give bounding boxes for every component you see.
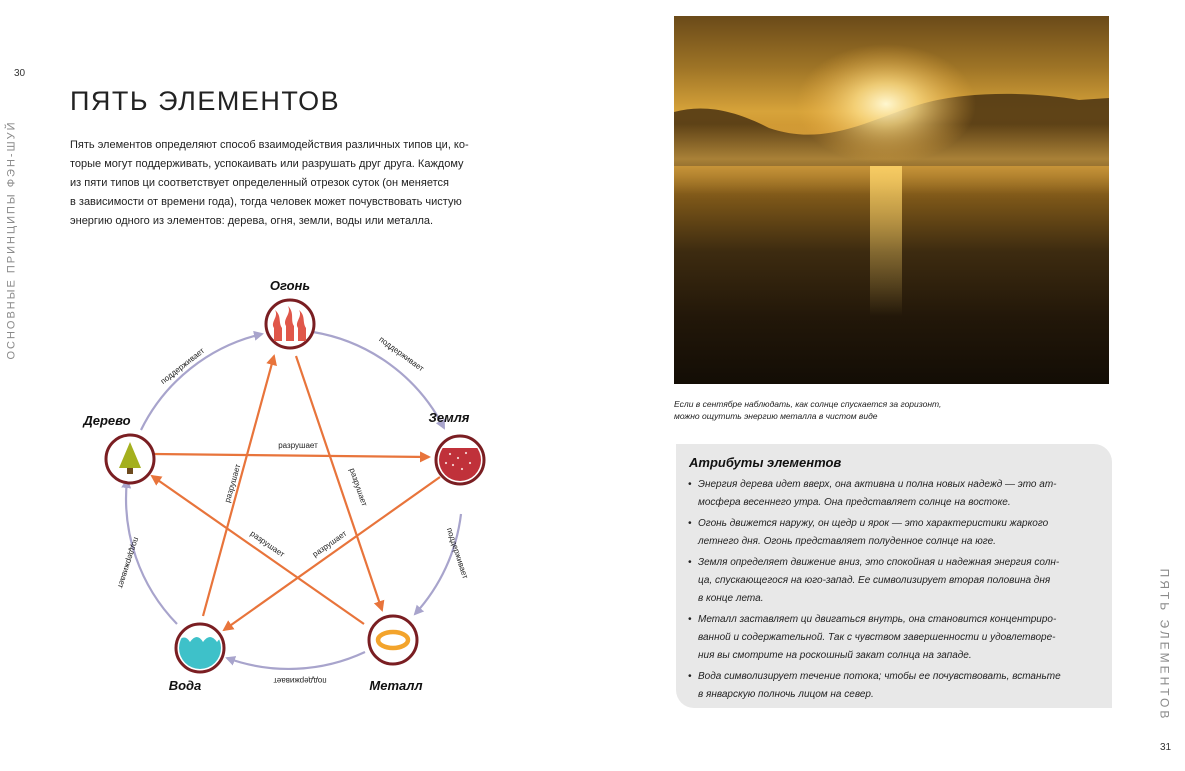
- page-number-left: 30: [14, 68, 26, 79]
- list-item: • Энергия дерева идет вверх, она активна и полна новых надежд — это ат- мосфера весеннего утра. Она представляет солнце на востоке.: [676, 476, 1096, 512]
- intro-line: торые могут поддерживать, успокаивать или разрушать друг друга. Каждому: [70, 158, 464, 170]
- support-label-water-wood: поддерживает: [115, 536, 141, 590]
- attribute-line: ния вы смотрите на роскошный закат солнца на западе.: [698, 650, 972, 661]
- element-label-water: Вода: [168, 678, 202, 693]
- attributes-list: [676, 476, 1096, 707]
- destroy-line-fire-metal: [296, 356, 382, 610]
- attribute-line: летнего дня. Огонь представляет полуденное солнце на юге.: [698, 536, 996, 547]
- element-label-metal: Металл: [369, 678, 423, 693]
- list-item: • Земля определяет движение вниз, это спокойная и надежная энергия солн- ца, спускающегося на юго-запад. Ее символизирует вторая половина дня в конце лета.: [676, 554, 1096, 608]
- support-arc-fire-earth: [313, 332, 444, 428]
- intro-paragraph: [70, 136, 510, 231]
- water-icon: [176, 624, 224, 672]
- support-label-wood-fire: поддерживает: [158, 346, 207, 386]
- attribute-line: ца, спускающегося на юго-запад. Ее символизирует вторая половина дня: [698, 575, 1051, 586]
- metal-icon: [369, 616, 417, 664]
- element-label-wood: Дерево: [83, 413, 131, 428]
- intro-line: из пяти типов ци соответствует определенный отрезок суток (он меняется: [70, 177, 449, 189]
- running-header-left-text: ОСНОВНЫЕ ПРИНЦИПЫ ФЭН-ШУЙ: [6, 120, 19, 360]
- element-label-earth: Земля: [428, 410, 470, 425]
- destroy-line-metal-wood: [152, 476, 364, 624]
- attribute-line: Металл заставляет ци двигаться внутрь, она становится концентриро-: [698, 614, 1057, 625]
- list-item: • Металл заставляет ци двигаться внутрь, она становится концентриро- ванной и содержательной. Так с чувством завершенности и удовлетворе- ния вы смотрите на роскошный закат солнца на западе.: [676, 611, 1096, 665]
- five-elements-diagram: [60, 270, 500, 710]
- photo-caption: [674, 398, 994, 422]
- attribute-line: Энергия дерева идет вверх, она активна и полна новых надежд — это ат-: [698, 479, 1057, 490]
- intro-line: энергию одного из элементов: дерева, огня, земли, воды или металла.: [70, 215, 434, 227]
- running-header-right-text: ПЯТЬ ЭЛЕМЕНТОВ: [1157, 568, 1172, 722]
- earth-icon: [436, 436, 484, 488]
- page-number-right: 31: [1160, 742, 1172, 753]
- element-label-fire: Огонь: [269, 278, 311, 293]
- running-header-right: [1154, 568, 1174, 722]
- intro-line: Пять элементов определяют способ взаимодействия различных типов ци, ко-: [70, 139, 469, 151]
- caption-line: Если в сентябре наблюдать, как солнце спускается за горизонт,: [674, 399, 942, 409]
- destroy-line-earth-water: [224, 477, 440, 630]
- support-label-metal-water: поддерживает: [273, 676, 327, 685]
- destroy-label-water-fire: разрушает: [222, 463, 243, 504]
- intro-line: в зависимости от времени года), тогда человек может почувствовать чистую: [70, 196, 462, 208]
- sunset-photo: [674, 16, 1109, 384]
- attribute-line: в январскую полночь лицом на север.: [698, 689, 874, 700]
- fire-icon: [266, 300, 314, 348]
- wood-icon: [106, 435, 154, 483]
- destroy-line-water-fire: [203, 356, 274, 616]
- support-label-fire-earth: поддерживает: [377, 334, 426, 374]
- list-item: • Огонь движется наружу, он щедр и ярок — это характеристики жаркого летнего дня. Огонь представляет полуденное солнце на юге.: [676, 515, 1096, 551]
- attribute-line: ванной и содержательной. Так с чувством завершенности и удовлетворе-: [698, 632, 1056, 643]
- support-arc-metal-water: [227, 652, 365, 669]
- destroy-line-wood-earth: [154, 454, 429, 457]
- attribute-line: мосфера весеннего утра. Она представляет солнце на востоке.: [698, 497, 1011, 508]
- destroy-label-fire-metal: разрушает: [347, 467, 370, 508]
- support-label-earth-metal: поддерживает: [444, 526, 470, 580]
- page-title: ПЯТЬ ЭЛЕМЕНТОВ: [70, 86, 341, 116]
- caption-line: можно ощутить энергию металла в чистом виде: [674, 411, 878, 421]
- running-header-left: [2, 120, 22, 360]
- attributes-title: Атрибуты элементов: [689, 455, 842, 470]
- attribute-line: Земля определяет движение вниз, это спокойная и надежная энергия солн-: [698, 557, 1060, 568]
- attribute-line: в конце лета.: [698, 593, 764, 604]
- destroy-label-metal-wood: разрушает: [248, 528, 287, 559]
- sunset-photo-art: [674, 16, 1109, 384]
- list-item: • Вода символизирует течение потока; чтобы ее почувствовать, встаньте в январскую полночь лицом на север.: [676, 668, 1096, 704]
- destroy-label-wood-earth: разрушает: [278, 441, 318, 450]
- destroy-label-earth-water: разрушает: [310, 528, 349, 559]
- attribute-line: Вода символизирует течение потока; чтобы ее почувствовать, встаньте: [698, 671, 1061, 682]
- attribute-line: Огонь движется наружу, он щедр и ярок — это характеристики жаркого: [698, 518, 1049, 529]
